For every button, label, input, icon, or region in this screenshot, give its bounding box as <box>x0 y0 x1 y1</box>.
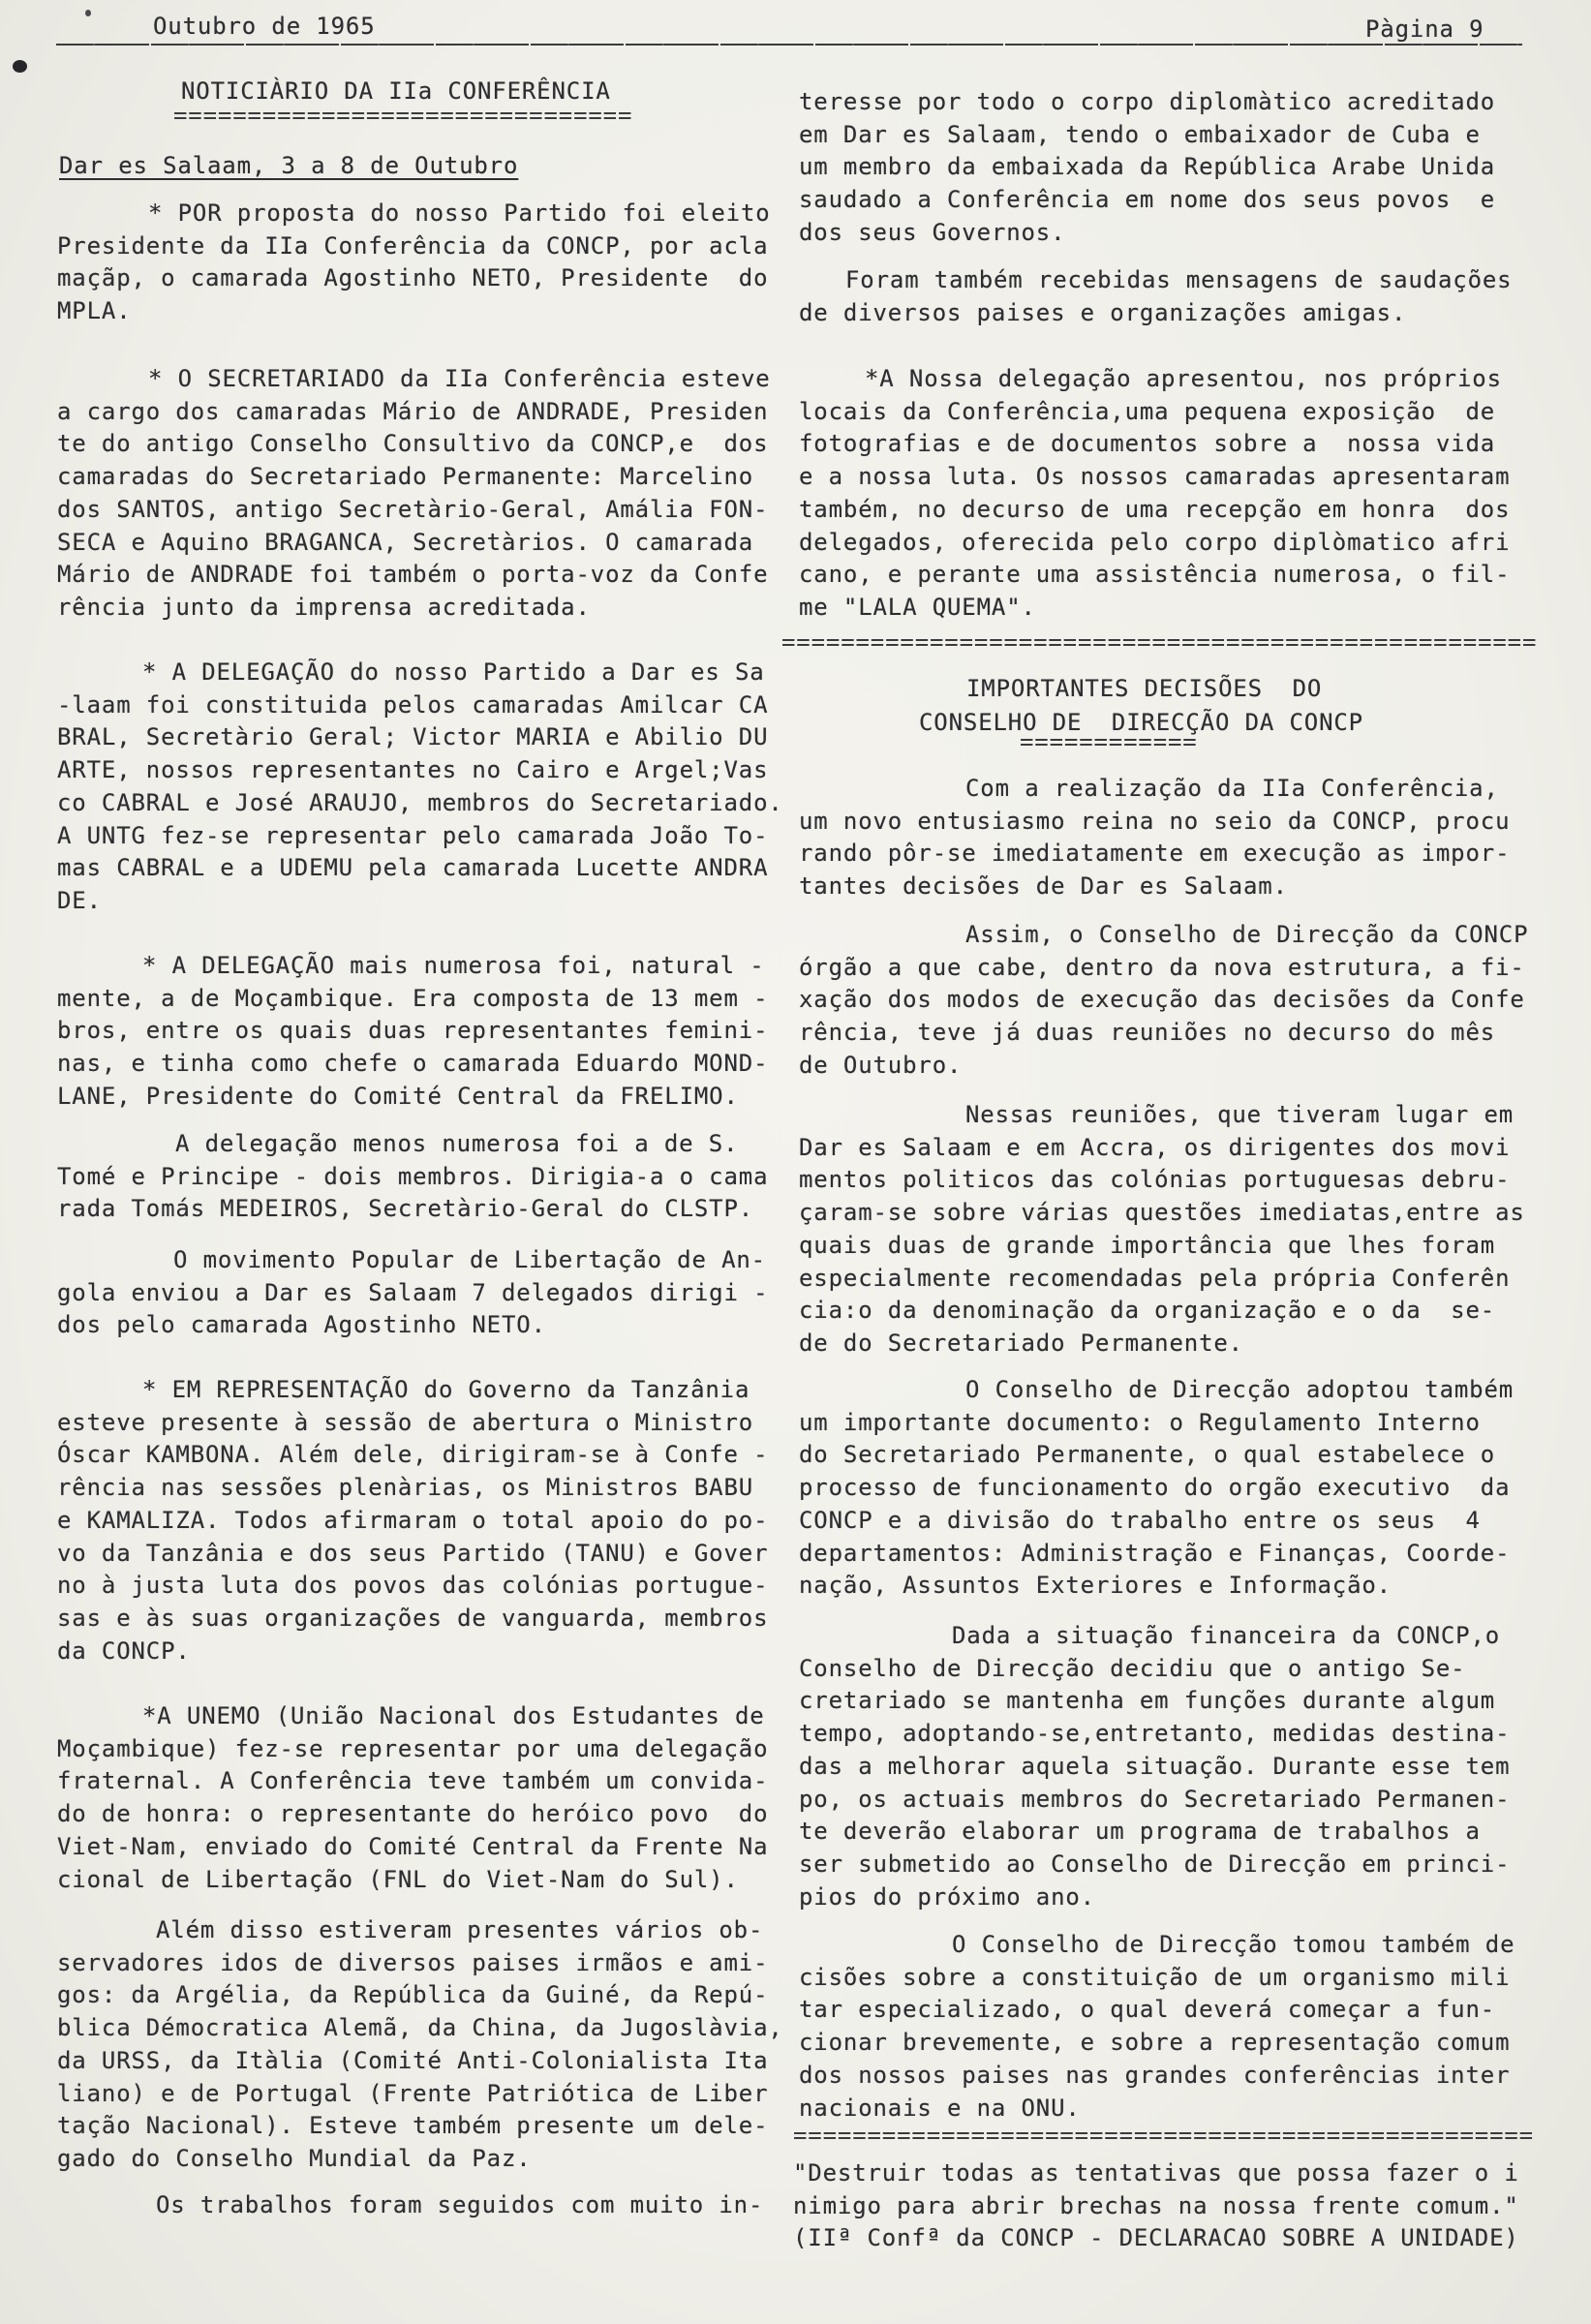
paragraph-left-2: * O SECRETARIADO da IIa Conferência esteve a cargo dos camaradas Mário de ANDRADE, Presiden te do antigo Conselho Consultivo da CONCP,e dos camaradas do Secretariado Permanente: Marcelino dos SANTOS, antigo Secretàrio-Geral, Amália FON- SECA e Aquino BRAGANCA, Secretàrios. O camarada Mário de ANDRADE foi também o porta-voz da Confe rência junto da imprensa acreditada. <box>57 365 771 621</box>
paragraph-right-3: *A Nossa delegação apresentou, nos próprios locais da Conferência,uma pequena exposição de fotografias e de documentos sobre a nossa vida e a nossa luta. Os nossos camaradas apresentaram também, no decurso de uma recepção em honra dos delegados, oferecida pelo corpo diplòmatico afri cano, e perante uma assistência numerosa, o fil- me "LALA QUEMA". <box>799 365 1511 621</box>
paragraph-left-9: Além disso estiveram presentes vários ob- servadores idos de diversos paises irmãos e ami- gos: da Argélia, da República da Guiné, da Repú- blica Démocratica Alemã, da China, da Jugoslàvia, da URSS, da Itàlia (Comité Anti-Colonialista Ita liano) e de Portugal (Frente Patriótica de Liber tação Nacional). Esteve também presente um dele- gado do Conselho Mundial da Paz. <box>57 1916 783 2172</box>
article-title: NOTICIÀRIO DA IIa CONFERÊNCIA <box>181 77 611 105</box>
paragraph-decisions-5: Dada a situação financeira da CONCP,o Conselho de Direcção decidiu que o antigo Se- cretariado se mantenha em funções durante algum tempo, adoptando-se,entretanto, medidas destina- das a melhorar aquela situação. Durante esse tem po, os actuais membros do Secretariado Permanen- te deverão elaborar um programa de trabalhos a ser submetido ao Conselho de Direcção em princi- pios do próximo ano. <box>799 1622 1511 1911</box>
quote-separator: ================================================== <box>793 2122 1534 2149</box>
paragraph-left-3: * A DELEGAÇÃO do nosso Partido a Dar es Sa -laam foi constituida pelos camaradas Amilcar CA BRAL, Secretàrio Geral; Victor MARIA e Abilio DU ARTE, nossos representantes no Cairo e Argel;Vas co CABRAL e José ARAUJO, membros do Secretariado. A UNTG fez-se representar pelo camarada João To- mas CABRAL e a UDEMU pela camarada Lucette ANDRA DE. <box>57 658 783 914</box>
paragraph-decisions-3: Nessas reuniões, que tiveram lugar em Dar es Salaam e em Accra, os dirigentes dos movi mentos politicos das colónias portuguesas debru- çaram-se sobre várias questões imediatas,entre as quais duas de grande importância que lhes foram especialmente recomendadas pela própria Conferên cia:o da denominação da organização e o da se- de do Secretariado Permanente. <box>799 1101 1525 1357</box>
paragraph-left-7: * EM REPRESENTAÇÃO do Governo da Tanzânia esteve presente à sessão de abertura o Ministro Óscar KAMBONA. Além dele, dirigiram-se à Confe - rência nas sessões plenàrias, os Ministros BABU e KAMALIZA. Todos afirmaram o total apoio do po- vo da Tanzânia e dos seus Partido (TANU) e Gover no à justa luta dos povos das colónias portugue- sas e às suas organizações de vanguarda, membros da CONCP. <box>57 1376 769 1665</box>
paragraph-decisions-1: Com a realização da IIa Conferência, um novo entusiasmo reina no seio da CONCP, procu rando pôr-se imediatamente em execução as impor- tantes decisões de Dar es Salaam. <box>799 775 1511 901</box>
dateline: Dar es Salaam, 3 a 8 de Outubro <box>59 152 519 179</box>
paragraph-left-5: A delegação menos numerosa foi a de S. Tomé e Principe - dois membros. Dirigia-a o cama rada Tomás MEDEIROS, Secretàrio-Geral do CLSTP. <box>57 1130 769 1223</box>
paragraph-decisions-4: O Conselho de Direcção adoptou também um importante documento: o Regulamento Interno do Secretariado Permanente, o qual estabelece o processo de funcionamento do orgão executivo da CONCP e a divisão do trabalho entre os seus 4 departamentos: Administração e Finanças, Coorde- nação, Assuntos Exteriores e Informação. <box>799 1376 1515 1600</box>
section-heading-line1: IMPORTANTES DECISÕES DO <box>966 675 1323 702</box>
header-date: Outubro de 1965 <box>153 13 376 40</box>
punch-hole-mark <box>13 60 27 73</box>
paragraph-decisions-2: Assim, o Conselho de Direcção da CONCP órgão a que cabe, dentro da nova estrutura, a fi- xação dos modos de execução das decisões da Confe rência, teve já duas reuniões no decurso do mês de Outubro. <box>799 921 1529 1079</box>
title-rule: =============================== <box>173 102 633 129</box>
paragraph-decisions-6: O Conselho de Direcção tomou também de cisões sobre a constituição de um organismo mili tar especializado, o qual deverá começar a fun- cionar brevemente, e sobre a representação comum dos nossos paises nas grandes conferências inter nacionais e na ONU. <box>799 1931 1515 2122</box>
ink-speck <box>85 10 91 16</box>
paragraph-left-4: * A DELEGAÇÃO mais numerosa foi, natural - mente, a de Moçambique. Era composta de 13 mem - bros, entre os quais duas representantes femini- nas, e tinha como chefe o camarada Eduardo MOND- LANE, Presidente do Comité Central da FRELIMO. <box>57 952 769 1110</box>
page-number: Pàgina 9 <box>1365 15 1484 43</box>
paragraph-left-1: * POR proposta do nosso Partido foi eleito Presidente da IIa Conferência da CONCP, por acla maçãp, o camarada Agostinho NETO, Presidente do MPLA. <box>57 199 771 325</box>
header-rule <box>56 44 1522 46</box>
paragraph-left-8: *A UNEMO (União Nacional dos Estudantes de Moçambique) fez-se representar por uma delegação fraternal. A Conferência teve também um convida- do de honra: o representante do heróico povo do Viet-Nam, enviado do Comité Central da Frente Na cional de Libertação (FNL do Viet-Nam do Sul). <box>57 1702 769 1893</box>
heading-rule: ============ <box>1020 728 1198 755</box>
section-separator: =================================================== <box>781 628 1538 656</box>
closing-quote: "Destruir todas as tentativas que possa fazer o i nimigo para abrir brechas na nossa frente comum." (IIª Confª da CONCP - DECLARACAO SOBRE A UNIDADE) <box>793 2159 1519 2252</box>
paragraph-right-2: Foram também recebidas mensagens de saudações de diversos paises e organizações amigas. <box>799 266 1513 326</box>
section-heading-line2: CONSELHO DE DIRECÇÃO DA CONCP <box>919 709 1363 736</box>
paragraph-left-6: O movimento Popular de Libertação de An- gola enviou a Dar es Salaam 7 delegados dirigi - dos pelo camarada Agostinho NETO. <box>57 1246 769 1339</box>
paragraph-right-1: teresse por todo o corpo diplomàtico acreditado em Dar es Salaam, tendo o embaixador de Cuba e um membro da embaixada da República Arabe Unida saudado a Conferência em nome dos seus povos e dos seus Governos. <box>799 88 1496 246</box>
paragraph-left-10: Os trabalhos foram seguidos com muito in- <box>156 2191 764 2218</box>
